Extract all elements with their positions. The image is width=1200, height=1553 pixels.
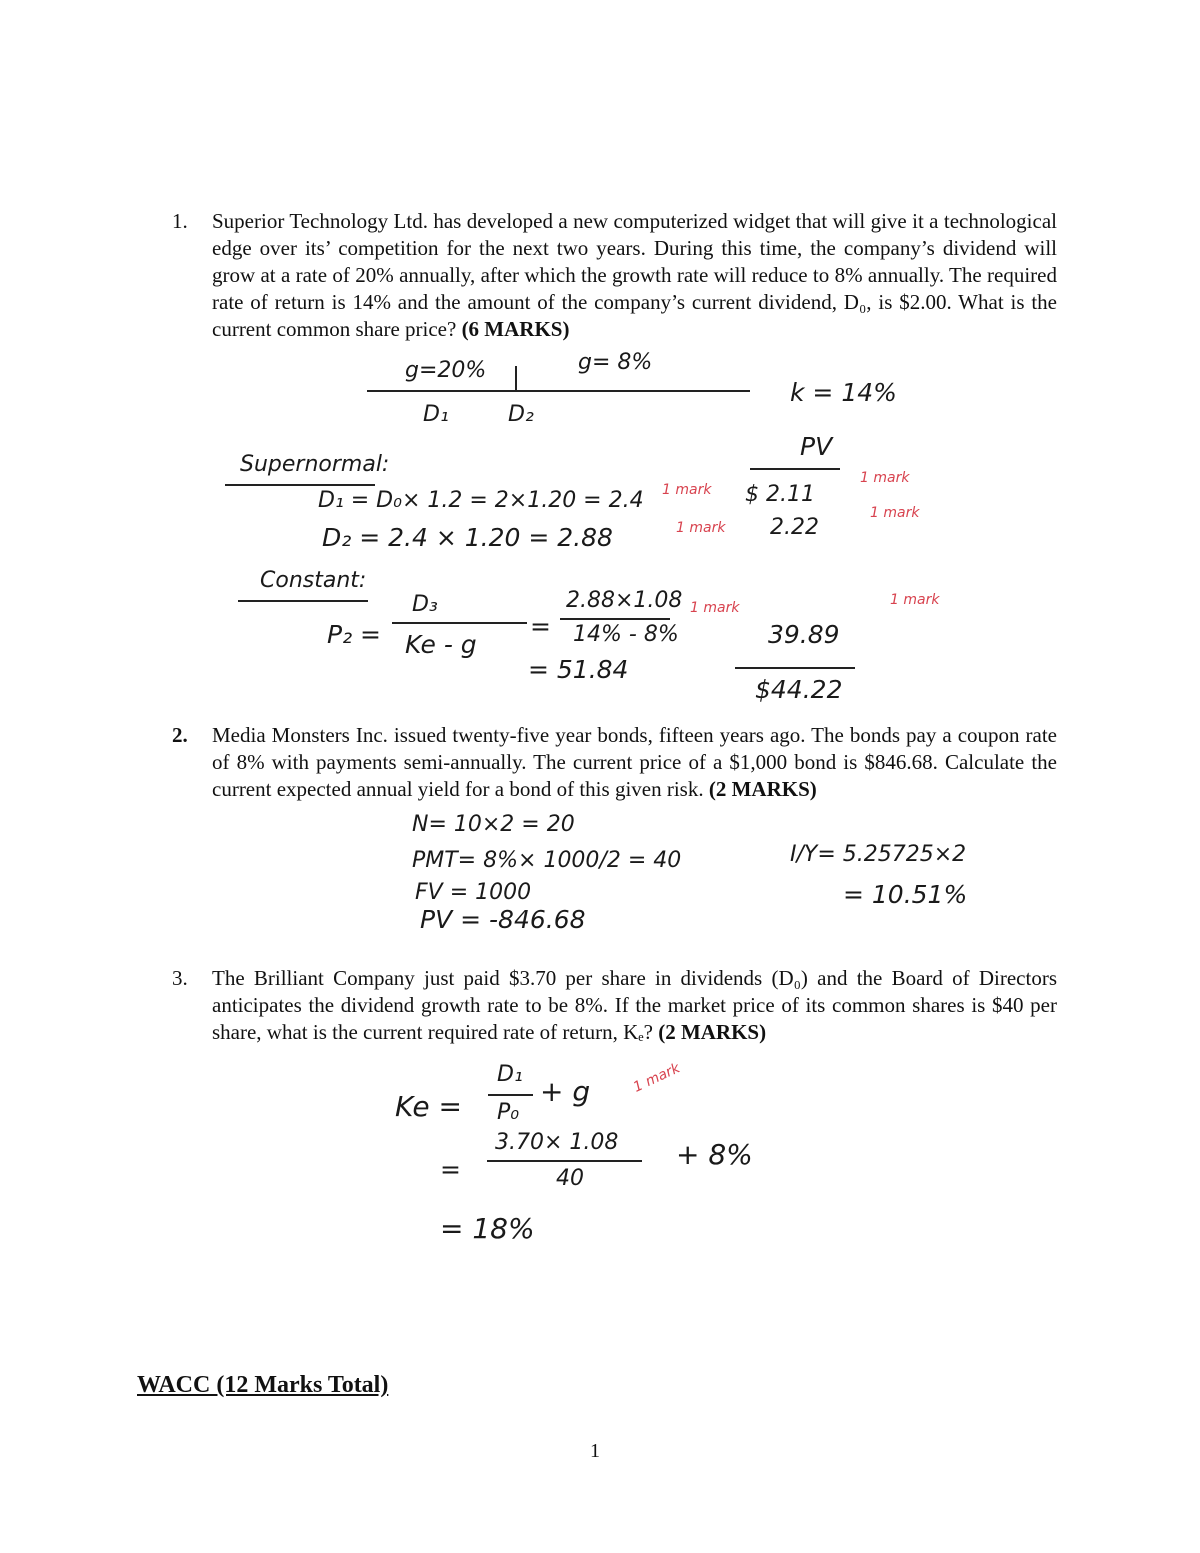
bond-yield-result: = 10.51% — [843, 880, 968, 909]
bond-n: N= 10×2 = 20 — [412, 812, 575, 837]
ke-numerator: D₁ — [497, 1062, 523, 1087]
ke-plus-g: + g — [540, 1075, 591, 1108]
ke-denominator-2: 40 — [556, 1166, 584, 1191]
timeline-d1: D₁ — [423, 402, 449, 427]
grading-mark: 1 mark — [630, 1060, 683, 1096]
d1-calculation: D₁ = D₀× 1.2 = 2×1.20 = 2.4 — [318, 488, 644, 513]
grading-mark: 1 mark — [860, 470, 910, 486]
timeline-d2: D₂ — [508, 402, 534, 427]
growth-rate-2: g= 8% — [578, 350, 653, 375]
bond-fv: FV = 1000 — [415, 880, 532, 905]
pv-2: 2.22 — [770, 515, 819, 540]
question-text: Media Monsters Inc. issued twenty-five year bonds, fifteen years ago. The bonds pay a coupon rate of 8% with payments semi-annually. The current price of a $1,000 bond is $846.68. Calculate the current expected annual yield for a bond of this given risk. (2 MARKS) — [212, 723, 1057, 801]
p2-numerator: D₃ — [412, 592, 438, 617]
question-text: Superior Technology Ltd. has developed a new computerized widget that will give it a technological edge over its’ competition for the next two years. During this time, the company’s dividend will grow at a rate of 20% annually, after which the growth rate will reduce to 8% annually. The required rate of return is 14% and the amount of the company’s current dividend, D₀, is $2.00. What is the current common share price? (6 MARKS) — [212, 209, 1057, 341]
bond-iy: I/Y= 5.25725×2 — [790, 842, 967, 867]
question-marks: (2 MARKS) — [658, 1020, 767, 1044]
pv-label: PV — [800, 432, 833, 461]
ke-plus-8: + 8% — [676, 1138, 753, 1171]
ke-lhs: Ke = — [395, 1090, 462, 1123]
p2-denominator-2: 14% - 8% — [573, 622, 679, 647]
question-text: The Brilliant Company just paid $3.70 per share in dividends (D₀) and the Board of Directors anticipates the dividend growth rate to be 8%. If the market price of its common shares is $40 per share, what is the current required rate of return, Kₑ? (2 MARKS) — [212, 966, 1057, 1044]
section-title: WACC (12 Marks Total) — [137, 1372, 389, 1398]
grading-mark: 1 mark — [870, 505, 920, 521]
ke-numerator-2: 3.70× 1.08 — [495, 1130, 619, 1155]
ke-equals-2: = — [440, 1155, 461, 1184]
question-3 — [172, 965, 1057, 1046]
p2-equals: = — [530, 612, 551, 641]
question-number: 1. — [172, 209, 188, 233]
p2-result: = 51.84 — [528, 655, 629, 684]
p2-fraction-line — [392, 622, 527, 624]
ke-denominator: P₀ — [497, 1100, 520, 1125]
pv-1: $ 2.11 — [745, 482, 815, 507]
question-number: 2. — [172, 723, 188, 747]
pv-underline — [750, 468, 840, 470]
ke-fraction-line-2 — [487, 1160, 642, 1162]
timeline-tick — [515, 366, 517, 390]
grading-mark: 1 mark — [890, 592, 940, 608]
d2-calculation: D₂ = 2.4 × 1.20 = 2.88 — [322, 523, 613, 552]
constant-underline — [238, 600, 368, 602]
question-2 — [172, 722, 1057, 803]
timeline-line — [367, 390, 750, 392]
pv-total: $44.22 — [755, 675, 843, 704]
grading-mark: 1 mark — [662, 482, 712, 498]
ke-fraction-line — [488, 1094, 533, 1096]
bond-pmt: PMT= 8%× 1000/2 = 40 — [412, 848, 682, 873]
p2-numerator-2: 2.88×1.08 — [566, 588, 683, 613]
question-marks: (2 MARKS) — [708, 777, 817, 801]
supernormal-label: Supernormal: — [240, 452, 390, 477]
constant-label: Constant: — [260, 568, 367, 593]
question-1 — [172, 208, 1057, 343]
p2-lhs: P₂ = — [327, 620, 381, 649]
supernormal-underline — [225, 484, 375, 486]
page-number: 1 — [590, 1440, 600, 1462]
growth-rate-1: g=20% — [405, 358, 487, 383]
question-number: 3. — [172, 966, 188, 990]
p2-denominator: Ke - g — [405, 630, 477, 659]
pv-3: 39.89 — [768, 620, 840, 649]
p2-fraction-line-2 — [560, 618, 670, 620]
required-return: k = 14% — [790, 378, 897, 407]
ke-result: = 18% — [440, 1212, 535, 1245]
grading-mark: 1 mark — [690, 600, 740, 616]
bond-pv: PV = -846.68 — [420, 905, 586, 934]
question-marks: (6 MARKS) — [461, 317, 570, 341]
grading-mark: 1 mark — [676, 520, 726, 536]
pv-sum-line — [735, 667, 855, 669]
